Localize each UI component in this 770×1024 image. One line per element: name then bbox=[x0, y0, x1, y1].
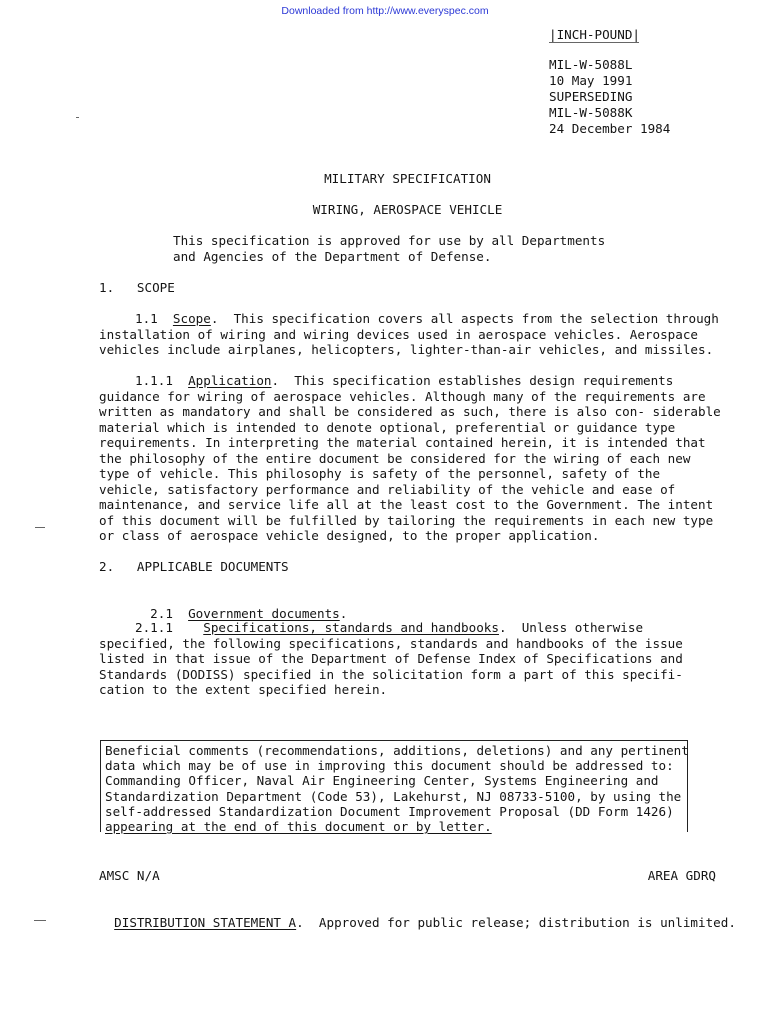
paragraph-title: Government documents bbox=[188, 605, 340, 621]
paragraph-line: installation of wiring and wiring devices used in aerospace vehicles. Aerospace bbox=[99, 326, 698, 342]
paragraph-line: . This specification establishes design requirements bbox=[271, 373, 674, 388]
paragraph-number: 1.1 bbox=[135, 311, 158, 326]
specification-title: WIRING, AEROSPACE VEHICLE bbox=[312, 202, 503, 217]
inch-pound-label: |INCH-POUND| bbox=[549, 27, 640, 42]
distribution-label: DISTRIBUTION STATEMENT A bbox=[114, 914, 297, 930]
paragraph-line: listed in that issue of the Department of Defense Index of Specifications and bbox=[99, 651, 683, 666]
paragraph-line: type of vehicle. This philosophy is safety of the personnel, safety of the bbox=[99, 466, 661, 481]
paragraph-2-1: 2.1 Government documents. bbox=[150, 605, 348, 621]
paragraph-number: 2.1 bbox=[150, 605, 173, 621]
paragraph-number: 1.1.1 bbox=[135, 373, 173, 388]
paragraph-title: Scope bbox=[172, 311, 211, 326]
comments-notice-box bbox=[100, 740, 689, 835]
section-2-heading: 2. APPLICABLE DOCUMENTS bbox=[99, 559, 289, 574]
section-1-heading: 1. SCOPE bbox=[99, 280, 175, 295]
notice-line: data which may be of use in improving this document should be addressed to: bbox=[105, 758, 674, 774]
superseded-document-number: MIL-W-5088K bbox=[549, 105, 633, 120]
superseding-label: SUPERSEDING bbox=[549, 89, 633, 104]
approval-statement bbox=[173, 233, 605, 264]
paragraph-1-1 bbox=[99, 311, 719, 358]
document-number: MIL-W-5088L bbox=[549, 57, 633, 72]
approval-line: and Agencies of the Department of Defense. bbox=[173, 248, 492, 264]
download-source-link[interactable]: Downloaded from http://www.everyspec.com bbox=[281, 5, 489, 17]
paragraph-line: . Unless otherwise bbox=[498, 620, 644, 635]
paragraph-1-1-1 bbox=[99, 373, 721, 544]
notice-line: Beneficial comments (recommendations, additions, deletions) and any pertinent bbox=[105, 743, 689, 758]
paragraph-line: material which is intended to denote optional, preferential or guidance type bbox=[99, 419, 676, 435]
area-label: AREA GDRQ bbox=[647, 868, 716, 883]
header-underline bbox=[549, 42, 639, 43]
paragraph-line: vehicles include airplanes, helicopters, lighter-than-air vehicles, and missiles. bbox=[99, 342, 714, 357]
specification-type: MILITARY SPECIFICATION bbox=[324, 171, 491, 186]
paragraph-line: or class of aerospace vehicle designed, to the proper application. bbox=[99, 528, 600, 543]
distribution-text: . Approved for public release; distribution is unlimited. bbox=[296, 914, 736, 930]
notice-line: Standardization Department (Code 53), Lakehurst, NJ 08733-5100, by using the bbox=[105, 788, 682, 804]
paragraph-line: the philosophy of the entire document be considered for the wiring of each new bbox=[99, 450, 691, 466]
document-date: 10 May 1991 bbox=[549, 73, 633, 88]
paragraph-title: Specifications, standards and handbooks bbox=[203, 620, 499, 635]
paragraph-title: Application bbox=[188, 373, 272, 388]
paragraph-line: written as mandatory and shall be considered as such, there is also con- siderable bbox=[99, 404, 721, 419]
notice-line: appearing at the end of this document or by letter. bbox=[105, 819, 492, 835]
paragraph-line: cation to the extent specified herein. bbox=[99, 682, 388, 697]
amsc-label: AMSC N/A bbox=[99, 868, 160, 883]
scan-mark bbox=[35, 527, 45, 528]
document-header bbox=[549, 27, 670, 137]
scan-mark bbox=[34, 920, 46, 921]
approval-line: This specification is approved for use by all Departments bbox=[173, 233, 606, 248]
paragraph-line: specified, the following specifications, standards and handbooks of the issue bbox=[99, 635, 683, 651]
paragraph-line: requirements. In interpreting the material contained herein, it is intended that bbox=[99, 435, 706, 450]
paragraph-number: 2.1.1 bbox=[135, 620, 173, 635]
scan-mark bbox=[76, 117, 79, 118]
paragraph-line: Standards (DODISS) specified in the solicitation form a part of this specifi- bbox=[99, 666, 683, 682]
distribution-statement bbox=[99, 899, 736, 930]
paragraph-2-1-1 bbox=[99, 620, 683, 698]
superseded-document-date: 24 December 1984 bbox=[549, 121, 671, 136]
paragraph-line: of this document will be fulfilled by tailoring the requirements in each new type bbox=[99, 512, 714, 528]
paragraph-line: guidance for wiring of aerospace vehicles. Although many of the requirements are bbox=[99, 388, 706, 404]
notice-line: Commanding Officer, Naval Air Engineering Center, Systems Engineering and bbox=[105, 773, 659, 789]
paragraph-line: vehicle, satisfactory performance and reliability of the vehicle and ease of bbox=[99, 481, 676, 497]
notice-line: self-addressed Standardization Document Improvement Proposal (DD Form 1426) bbox=[105, 803, 674, 819]
paragraph-line: maintenance, and service life all at the least cost to the Government. The intent bbox=[99, 497, 714, 512]
paragraph-line: . This specification covers all aspects from the selection through bbox=[210, 311, 719, 326]
